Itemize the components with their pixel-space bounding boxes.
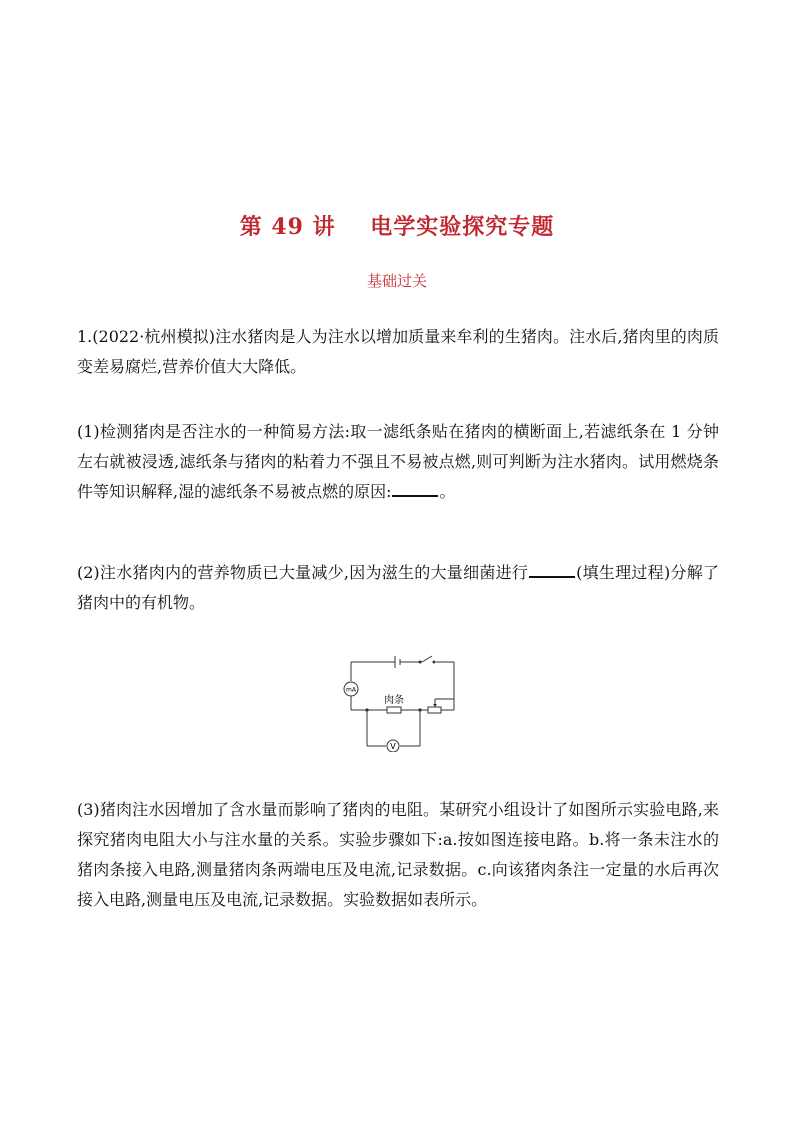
switch-lever bbox=[422, 656, 432, 662]
question-part-2 bbox=[77, 558, 719, 618]
lesson-title: 第 49 讲 电学实验探究专题 bbox=[239, 214, 555, 240]
part-1-end: 。 bbox=[439, 482, 456, 501]
rheostat bbox=[428, 707, 441, 713]
question-intro: 1.(2022·杭州模拟)注水猪肉是人为注水以增加质量来牟利的生猪肉。注水后,猪肉里的肉质变差易腐烂,营养价值大大降低。 bbox=[77, 327, 719, 376]
answer-blank-1[interactable] bbox=[392, 478, 438, 497]
meat-strip-resistor bbox=[387, 707, 401, 713]
part-2-text: (2)注水猪肉内的营养物质已大量减少,因为滋生的大量细菌进行 bbox=[77, 563, 529, 582]
junction-left bbox=[365, 708, 368, 711]
circuit-diagram bbox=[338, 652, 460, 752]
section-subtitle: 基础过关 bbox=[366, 272, 427, 290]
resistor-label: 肉条 bbox=[384, 695, 404, 706]
ammeter-label: mA bbox=[346, 686, 356, 694]
voltmeter-label: V bbox=[390, 742, 396, 751]
switch-contact-left bbox=[419, 661, 422, 664]
part-2-end: (填生理过程)分解了猪肉中的有机物。 bbox=[77, 563, 719, 612]
junction-right bbox=[418, 708, 421, 711]
switch-contact-right bbox=[433, 661, 436, 664]
answer-blank-2[interactable] bbox=[529, 559, 575, 578]
part-1-text: (1)检测猪肉是否注水的一种简易方法:取一滤纸条贴在猪肉的横断面上,若滤纸条在 1 分钟左右就被浸透,滤纸条与猪肉的粘着力不强且不易被点燃,则可判断为注水猪肉。试用燃烧条件等知识解释,湿的滤纸条不易被点燃的原因: bbox=[77, 422, 719, 501]
question-part-1 bbox=[77, 417, 719, 507]
question-part-3: (3)猪肉注水因增加了含水量而影响了猪肉的电阻。某研究小组设计了如图所示实验电路,来探究猪肉电阻大小与注水量的关系。实验步骤如下:a.按如图连接电路。b.将一条未注水的猪肉条接入电路,测量猪肉条两端电压及电流,记录数据。c.向该猪肉条注一定量的水后再次接入电路,测量电压及电流,记录数据。实验数据如表所示。 bbox=[77, 800, 719, 909]
